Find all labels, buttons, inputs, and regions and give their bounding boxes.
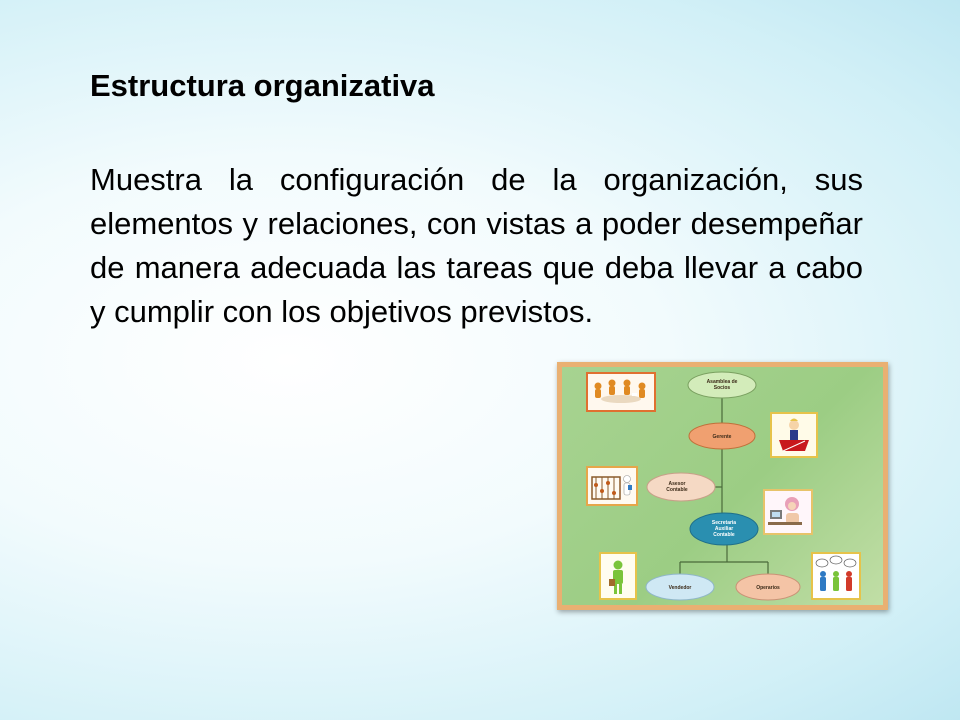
slide-title: Estructura organizativa — [90, 68, 435, 103]
org-node-vendedor-label: Vendedor — [668, 585, 692, 591]
org-node-operarios — [736, 574, 800, 600]
org-node-asamblea-line1: Asamblea de — [706, 379, 738, 385]
org-node-gerente-label: Gerente — [712, 434, 732, 440]
org-node-asesor-line2: Contable — [666, 487, 688, 493]
org-node-asesor-line1: Asesor — [668, 481, 686, 487]
secretary-computer-icon — [764, 490, 812, 534]
meeting-people-icon — [587, 373, 655, 411]
org-node-vendedor — [646, 574, 714, 600]
org-node-gerente — [689, 423, 755, 449]
org-node-asamblea-line2: Socios — [713, 385, 731, 391]
org-chart-diagram — [562, 367, 883, 605]
slide-body-text: Muestra la configuración de la organización, sus elementos y relaciones, con vistas a poder desempeñar de manera adecuada las tareas que deba llevar a cabo y cumplir con los objetivos previstos. — [90, 162, 863, 329]
manager-desk-icon — [771, 413, 817, 457]
org-node-asesor — [647, 473, 715, 501]
org-chart-image — [557, 362, 888, 610]
org-node-secretaria-line3: Contable — [713, 532, 735, 538]
accountant-abacus-icon — [587, 467, 637, 505]
org-node-secretaria — [690, 513, 758, 545]
org-node-asamblea — [688, 372, 756, 398]
workers-group-icon — [812, 553, 860, 599]
org-node-secretaria-line2: Auxiliar — [714, 526, 734, 532]
salesperson-icon — [600, 553, 636, 599]
org-node-operarios-label: Operarios — [756, 585, 780, 591]
org-chart-panel — [562, 367, 883, 605]
org-node-secretaria-line1: Secretaria — [711, 520, 737, 526]
